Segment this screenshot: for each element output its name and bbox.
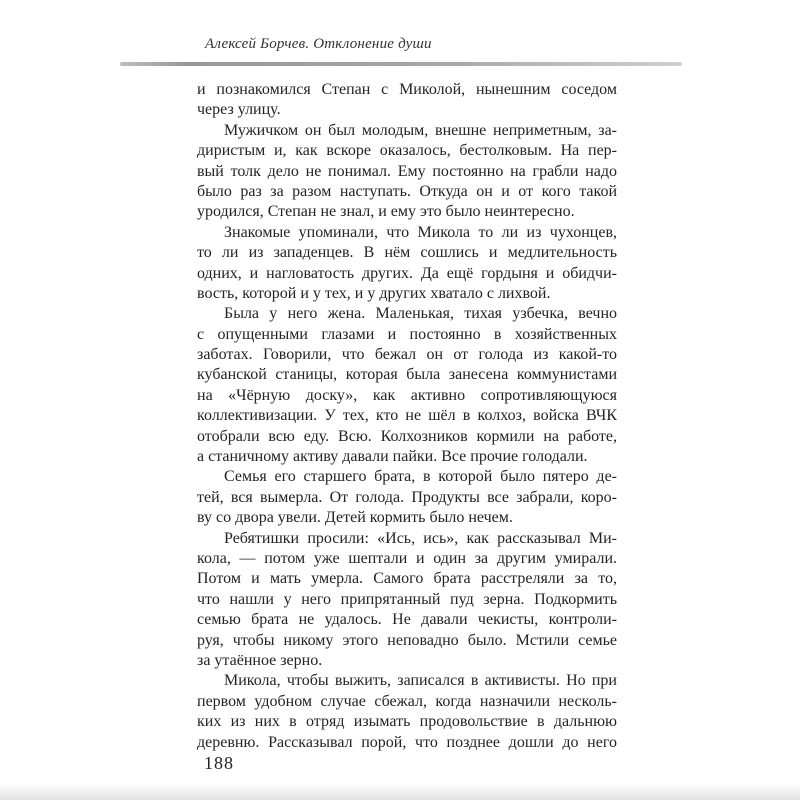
text-line: деревню. Рассказывал порой, что позднее дошли до него	[197, 733, 617, 751]
text-line: за утаённое зерно.	[197, 651, 323, 669]
text-line: что нашли у него припрятанный пуд зерна. Подкормить	[197, 590, 617, 608]
text-line: а станичному активу давали пайки. Все прочие голодали.	[197, 448, 588, 466]
page-number: 188	[204, 753, 234, 773]
text-line: Знакомые упоминали, что Микола то ли из чухонцев,	[224, 223, 617, 241]
text-line: семью брата не удалось. Не давали чекисты, контроли-	[197, 611, 617, 629]
text-line: отобрали всю еду. Всю. Колхозников кормили на работе,	[197, 427, 617, 445]
text-line: было раз за разом наступать. Откуда он и от кого такой	[197, 182, 617, 200]
text-line: ких из них в отряд изымать продовольствие в дальнюю	[197, 713, 617, 731]
text-line: Ребятишки просили: «Ись, ись», как рассказывал Ми-	[224, 529, 617, 547]
text-line: первом удобном случае сбежал, когда назначили несколь-	[197, 692, 617, 710]
text-line: Потом и мать умерла. Самого брата расстреляли за то,	[197, 570, 617, 588]
text-line: вость, которой и у тех, и у других хватало с лихвой.	[197, 284, 551, 302]
text-line: диристым и, как вскоре оказалось, бестолковым. На пер-	[197, 142, 617, 160]
text-line: с опущенными глазами и постоянно в хозяйственных	[197, 325, 617, 343]
text-line: уродился, Степан не знал, и ему это было неинтересно.	[197, 203, 575, 221]
text-line: Семья его старшего брата, в которой было пятеро де-	[224, 468, 617, 486]
text-line: и познакомился Степан с Миколой, нынешним соседом	[197, 81, 617, 98]
text-line: на «Чёрную доску», как активно сопротивляющуюся	[197, 386, 617, 404]
body-text	[197, 80, 617, 753]
page-edge-shadow	[0, 784, 800, 800]
text-line: коллективизации. У тех, кто не шёл в колхоз, войска ВЧК	[197, 407, 617, 425]
header-rule	[120, 62, 682, 66]
text-line: Мужичком он был молодым, внешне неприметным, за-	[224, 121, 617, 139]
text-line: кубанской станицы, которая была занесена коммунистами	[197, 366, 617, 384]
text-line: ву со двора увели. Детей кормить было нечем.	[197, 509, 513, 527]
text-line: заботах. Говорили, что бежал он от голода из какой-то	[197, 346, 617, 364]
text-line: вый толк дело не понимал. Ему постоянно на грабли надо	[197, 162, 617, 180]
text-line: тей, вся вымерла. От голода. Продукты все забрали, коро-	[197, 488, 617, 506]
text-line: кола, — потом уже шептали и один за другим умирали.	[197, 549, 617, 567]
text-line: Микола, чтобы выжить, записался в активисты. Но при	[224, 672, 617, 690]
text-line: через улицу.	[197, 101, 281, 119]
text-line: Была у него жена. Маленькая, тихая узбечка, вечно	[224, 305, 617, 323]
text-line: то ли из западенцев. В нём сошлись и медлительность	[197, 244, 617, 262]
running-header: Алексей Борчев. Отклонение души	[205, 36, 432, 52]
text-line: руя, чтобы никому этого неповадно было. Мстили семье	[197, 631, 617, 649]
text-line: одних, и нагловатость других. Да ещё гордыня и обидчи-	[197, 264, 617, 282]
